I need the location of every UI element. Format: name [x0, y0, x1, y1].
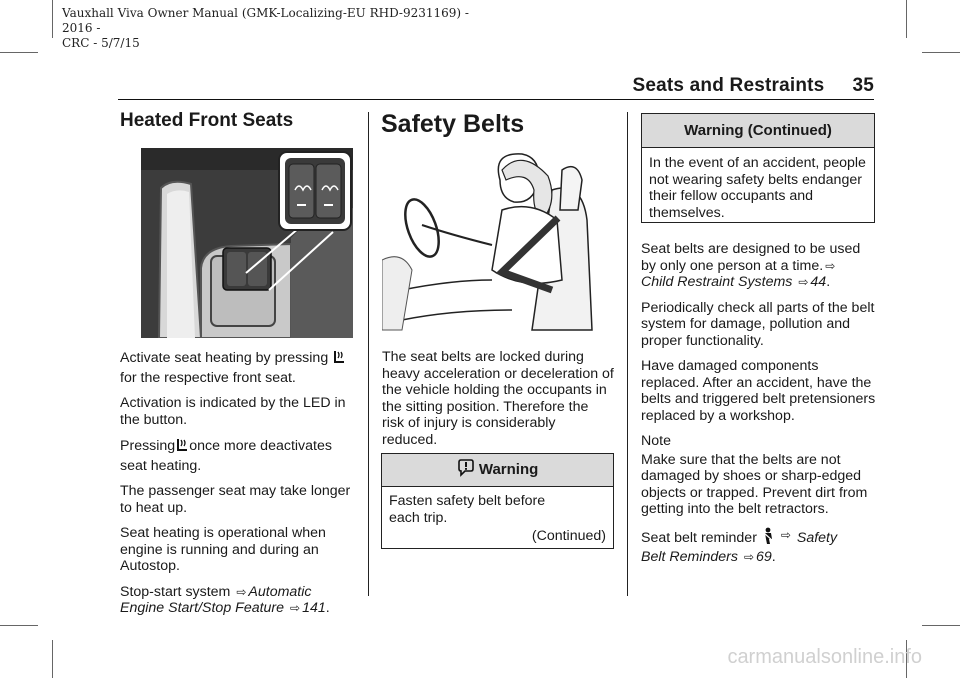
paragraph [641, 241, 877, 291]
cross-reference-link[interactable]: Automatic [248, 583, 312, 600]
cross-reference-icon: ⇨ [290, 601, 301, 615]
column-3-body [641, 241, 877, 575]
cross-reference-icon: ⇨ [780, 527, 791, 542]
seat-heating-icon [332, 349, 346, 370]
cross-reference-icon: ⇨ [825, 258, 836, 273]
seat-belt-reminder-icon [761, 527, 775, 550]
text: seat heating. [120, 457, 202, 474]
warning-header [382, 454, 613, 487]
crop-mark [0, 625, 38, 626]
text: Stop-start system [120, 583, 231, 600]
crop-mark [906, 0, 907, 38]
crop-mark [922, 625, 960, 626]
cross-reference-link[interactable]: Belt Reminders [641, 549, 738, 565]
page-reference[interactable]: 44 [810, 274, 827, 290]
warning-text: Fasten safety belt before each trip. [389, 493, 546, 526]
text: Activate seat heating by pressing [120, 350, 329, 366]
text: Seat belts are designed to be used by only one person at a time. [641, 241, 861, 274]
text: . [771, 549, 776, 565]
text: Seat belt reminder [641, 529, 757, 546]
text: . [826, 274, 831, 290]
safety-belts-heading: Safety Belts [381, 110, 525, 138]
warning-continued-title: Warning (Continued) [642, 114, 874, 148]
warning-icon [457, 457, 475, 489]
meta-line-2: CRC - 5/7/15 [62, 36, 140, 50]
note-text: Make sure that the belts are not damaged by shoes or sharp-edged objects or trapped. Prevent dirt from getting into the belt retractors. [641, 451, 868, 517]
cross-reference-icon: ⇨ [743, 550, 755, 564]
heated-seats-heading: Heated Front Seats [120, 110, 294, 131]
paragraph: Activation is indicated by the LED in the button. [120, 395, 346, 428]
seat-heating-icon [175, 437, 189, 458]
crop-mark [0, 52, 38, 53]
crop-mark [52, 640, 53, 678]
paragraph: Have damaged components replaced. After an accident, have the belts and triggered belt pretensioners replaced by a workshop. [641, 358, 876, 424]
crop-mark [52, 0, 53, 38]
page-reference[interactable]: 69 [756, 549, 772, 565]
column-1-body [120, 349, 355, 626]
seat-heating-illustration [141, 148, 353, 338]
safety-belt-illustration [382, 150, 612, 335]
watermark-link[interactable]: carmanualsonline.info [727, 646, 922, 668]
column-divider [368, 112, 369, 596]
continued-label: (Continued) [531, 528, 606, 544]
paragraph: Periodically check all parts of the belt system for damage, pollution and proper functionality. [641, 299, 875, 349]
meta-line-1: Vauxhall Viva Owner Manual (GMK-Localizing-EU RHD-9231169) - 2016 - [62, 6, 469, 35]
cross-reference-icon: ⇨ [236, 584, 247, 599]
cross-reference-icon: ⇨ [798, 275, 809, 289]
warning-content [382, 487, 613, 545]
header-rule [118, 99, 874, 100]
page-reference[interactable]: 141 [302, 600, 326, 616]
cross-reference-link[interactable]: Engine Start/Stop Feature [120, 600, 285, 616]
warning-box [381, 453, 614, 549]
paragraph [641, 527, 877, 566]
column-2-body [382, 349, 614, 457]
paragraph: Seat heating is operational when engine is running and during an Autostop. [120, 525, 326, 574]
paragraph [120, 437, 355, 474]
warning-title: Warning [478, 461, 539, 478]
paragraph [120, 349, 355, 386]
warning-continued-text: In the event of an accident, people not wearing safety belts endanger their fellow occupants and themselves. [649, 155, 866, 221]
warning-continued-box [641, 113, 875, 223]
paragraph [120, 584, 355, 617]
paragraph: The seat belts are locked during heavy acceleration or deceleration of the vehicle holding the occupants in the sitting position. Therefore the risk of injury is considerably reduced. [382, 349, 614, 448]
text: . [325, 600, 330, 616]
section-title: Seats and Restraints [632, 75, 825, 96]
column-divider [627, 112, 628, 596]
section-header [632, 75, 874, 97]
text: once more deactivates [189, 438, 332, 454]
note-label: Note [641, 433, 671, 449]
page-number: 35 [852, 75, 874, 96]
text: Pressing [120, 438, 176, 454]
cross-reference-link[interactable]: Safety [796, 529, 838, 546]
crop-mark [922, 52, 960, 53]
document-meta-header [62, 6, 492, 51]
text: for the respective front seat. [120, 369, 296, 386]
paragraph: The passenger seat may take longer to heat up. [120, 483, 351, 516]
cross-reference-link[interactable]: Child Restraint Systems [641, 274, 793, 290]
